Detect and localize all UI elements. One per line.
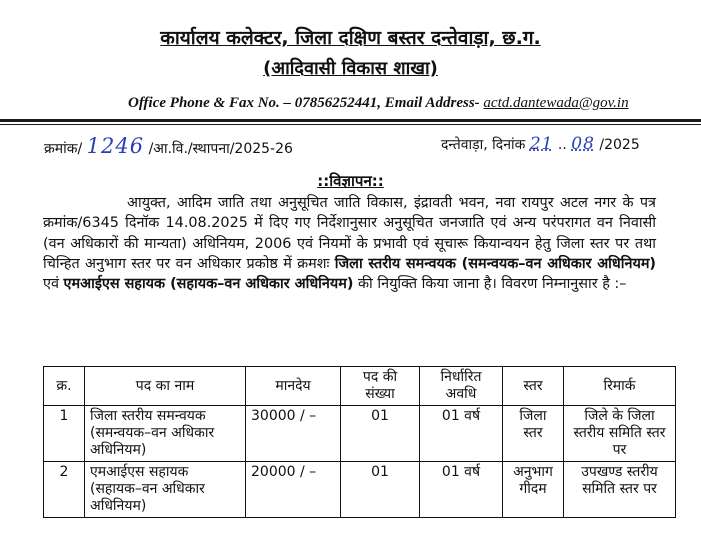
row-duration: 01 वर्ष: [420, 406, 503, 462]
header-post-name: पद का नाम: [85, 367, 246, 406]
row-post-name: एमआईएस सहायक (सहायक–वन अधिकार अधिनियम): [85, 462, 246, 518]
posts-table: [43, 366, 676, 518]
body-part-2: एवं: [43, 276, 59, 293]
email-link[interactable]: actd.dantewada@gov.in: [483, 95, 629, 111]
row-post-count: 01: [341, 462, 420, 518]
contact-line: [128, 95, 629, 112]
table-row: [44, 462, 676, 518]
row-duration: 01 वर्ष: [420, 462, 503, 518]
row-remark: जिले के जिला स्तरीय समिति स्तर पर: [564, 406, 676, 462]
date-year: /2025: [599, 137, 640, 153]
reference-number-suffix: /आ.वि./स्थापना/2025-26: [148, 141, 293, 157]
body-part-3: की नियुक्ति किया जाना है। विवरण निम्नानुसार है :–: [358, 276, 627, 293]
header-remark: रिमार्क: [564, 367, 676, 406]
header-divider-thick: [0, 119, 701, 122]
row-level: जिला स्तर: [503, 406, 564, 462]
header-duration: निर्धारित अवधि: [420, 367, 503, 406]
row-honorarium: 30000 / –: [246, 406, 341, 462]
notice-body: [43, 193, 656, 294]
row-remark: उपखण्ड स्तरीय समिति स्तर पर: [564, 462, 676, 518]
table-header-row: [44, 367, 676, 406]
advertisement-heading: ::विज्ञापन::: [317, 172, 384, 190]
phone-fax-label: Office Phone & Fax No. – 07856252441, Email Address-: [128, 95, 480, 111]
header-divider-thin: [0, 124, 701, 125]
table-row: [44, 406, 676, 462]
date-day-handwritten: 21: [529, 134, 554, 154]
body-bold-post-2: एमआईएस सहायक (सहायक–वन अधिकार अधिनियम): [63, 276, 354, 293]
body-bold-post-1: जिला स्तरीय समन्वयक (समन्वयक–वन अधिकार अधिनियम): [334, 255, 657, 272]
reference-number-label: क्रमांक/: [44, 141, 83, 157]
header-post-count: पद की संख्या: [341, 367, 420, 406]
row-post-name: जिला स्तरीय समन्वयक (समन्वयक–वन अधिकार अधिनियम): [85, 406, 246, 462]
date-month-handwritten: 08: [571, 134, 595, 154]
header-level: स्तर: [503, 367, 564, 406]
place-date-label: दन्तेवाड़ा, दिनांक: [441, 137, 526, 153]
row-post-count: 01: [341, 406, 420, 462]
branch-title: (आदिवासी विकास शाखा): [263, 58, 438, 79]
row-level: अनुभाग गीदम: [503, 462, 564, 518]
office-title: कार्यालय कलेक्टर, जिला दक्षिण बस्तर दन्तेवाड़ा, छ.ग.: [160, 27, 541, 49]
place-date: दन्तेवाड़ा, दिनांक 21 .. 08 /2025: [441, 134, 640, 154]
row-sn: 2: [44, 462, 85, 518]
body-part-1: आयुक्त, आदिम जाति तथा अनुसूचित जाति विकास, इंद्रावती भवन, नवा रायपुर अटल नगर के पत्र क्रमांक/6345 दिनॉक 14.08.2025 में दिए गए निर्देशानुसार अनुसूचित जनजाति एवं अन्य परंपरागत वन निवासी (वन अधिकारों की मान्यता) अधिनियम, 2006 एवं नियमों के प्रभावी एवं सूचारू कियान्वयन हेतु जिला स्तर पर तथा चिन्हित अनुभाग स्तर पर वन अधिकार प्रकोष्ठ में क्रमशः: [43, 195, 656, 272]
reference-number: [44, 134, 293, 158]
row-honorarium: 20000 / –: [246, 462, 341, 518]
header-honorarium: मानदेय: [246, 367, 341, 406]
header-sn: क्र.: [44, 367, 85, 406]
reference-number-handwritten: 1246: [86, 134, 145, 158]
row-sn: 1: [44, 406, 85, 462]
